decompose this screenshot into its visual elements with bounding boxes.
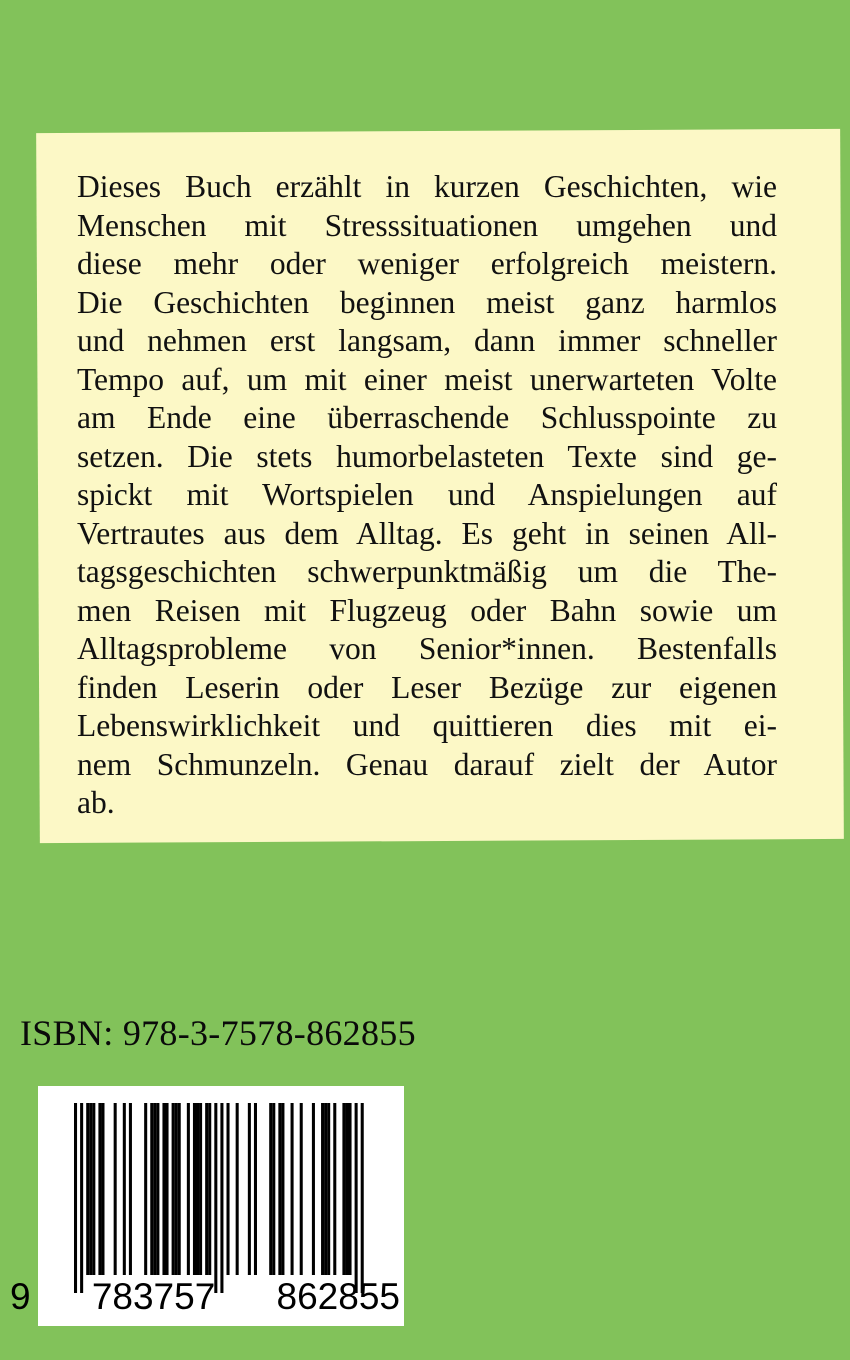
barcode-bar [236, 1103, 239, 1275]
barcode-guard-bar [361, 1103, 364, 1293]
barcode-bar [300, 1103, 303, 1275]
barcode-bar [144, 1103, 147, 1275]
barcode-bar [162, 1103, 165, 1275]
barcode-bar [278, 1103, 281, 1275]
barcode-digit-group-left: 783757 [91, 1276, 216, 1317]
blurb-line: finden Leserin oder Leser Bezüge zur eigenen [77, 669, 777, 705]
barcode-bar [324, 1103, 327, 1275]
barcode-guard-bar [74, 1103, 77, 1293]
barcode-bar [321, 1103, 324, 1275]
barcode-bar [205, 1103, 208, 1275]
barcode-bar [98, 1103, 101, 1275]
barcode-bar [281, 1103, 284, 1275]
barcode-bar [89, 1103, 92, 1275]
barcode-bar [178, 1103, 181, 1275]
barcode-bar [166, 1103, 169, 1275]
blurb-line: Tempo auf, um mit einer meist unerwarteten Volte [77, 361, 777, 397]
blurb-line: Die Geschichten beginnen meist ganz harmlos [77, 284, 777, 320]
blurb-line: Lebenswirklichkeit und quittieren dies mit ei- [77, 708, 777, 743]
blurb-line: setzen. Die stets humorbelasteten Texte sind ge- [77, 438, 777, 474]
blurb-line: Menschen mit Stresssituationen umgehen und [77, 207, 777, 243]
barcode-bar [92, 1103, 95, 1275]
barcode-bar [175, 1103, 178, 1275]
barcode-guard-bar [80, 1103, 83, 1293]
barcode-bar [187, 1103, 190, 1275]
barcode-digit-group-right: 862855 [276, 1276, 400, 1317]
barcode-bar [123, 1103, 126, 1275]
barcode-bar [342, 1103, 345, 1275]
barcode-bar [349, 1103, 352, 1275]
barcode-bar [193, 1103, 196, 1275]
barcode-bar [150, 1103, 153, 1275]
barcode-bar [196, 1103, 199, 1275]
barcode-guard-bar [355, 1103, 358, 1293]
barcode-bar [101, 1103, 104, 1275]
blurb-text [77, 168, 777, 823]
barcode-bar [254, 1103, 257, 1275]
blurb-line: und nehmen erst langsam, dann immer schneller [77, 323, 777, 358]
barcode-bar [86, 1103, 89, 1275]
barcode-bar [208, 1103, 211, 1275]
barcode-bar [156, 1103, 159, 1275]
barcode-bar [327, 1103, 330, 1275]
barcode-bar [172, 1103, 175, 1275]
barcode-bar [153, 1103, 156, 1275]
barcode-bar [312, 1103, 315, 1275]
isbn-label: ISBN: 978-3-7578-862855 [20, 1013, 416, 1053]
blurb-line: nem Schmunzeln. Genau darauf zielt der Autor [77, 746, 777, 782]
barcode-bar [114, 1103, 117, 1275]
blurb-line: Dieses Buch erzählt in kurzen Geschichten, wie [77, 169, 777, 204]
barcode-digit-group-lead: 9 [10, 1276, 31, 1317]
blurb-line: tagsgeschichten schwerpunktmäßig um die The- [77, 554, 777, 589]
blurb-line: Vertrautes aus dem Alltag. Es geht in seinen All- [77, 515, 777, 551]
blurb-line: Alltagsprobleme von Senior*innen. Bestenfalls [77, 631, 777, 666]
barcode-bar [333, 1103, 336, 1275]
barcode-bar [199, 1103, 202, 1275]
barcode-guard-bar [220, 1103, 223, 1293]
blurb-line: diese mehr oder weniger erfolgreich meistern. [77, 246, 777, 281]
barcode-guard-bar [214, 1103, 217, 1293]
barcode-bar [227, 1103, 230, 1275]
barcode-bar [272, 1103, 275, 1275]
blurb-line: am Ende eine überraschende Schlusspointe zu [77, 400, 777, 435]
barcode-bar [129, 1103, 132, 1275]
barcode-bar [291, 1103, 294, 1275]
blurb-line: spickt mit Wortspielen und Anspielungen auf [77, 477, 777, 512]
barcode-bar [269, 1103, 272, 1275]
barcode-bar [345, 1103, 348, 1275]
blurb-line: ab. [77, 785, 115, 820]
barcode-bar [248, 1103, 251, 1275]
blurb-line: men Reisen mit Flugzeug oder Bahn sowie um [77, 592, 777, 628]
barcode-digits [10, 1276, 400, 1318]
